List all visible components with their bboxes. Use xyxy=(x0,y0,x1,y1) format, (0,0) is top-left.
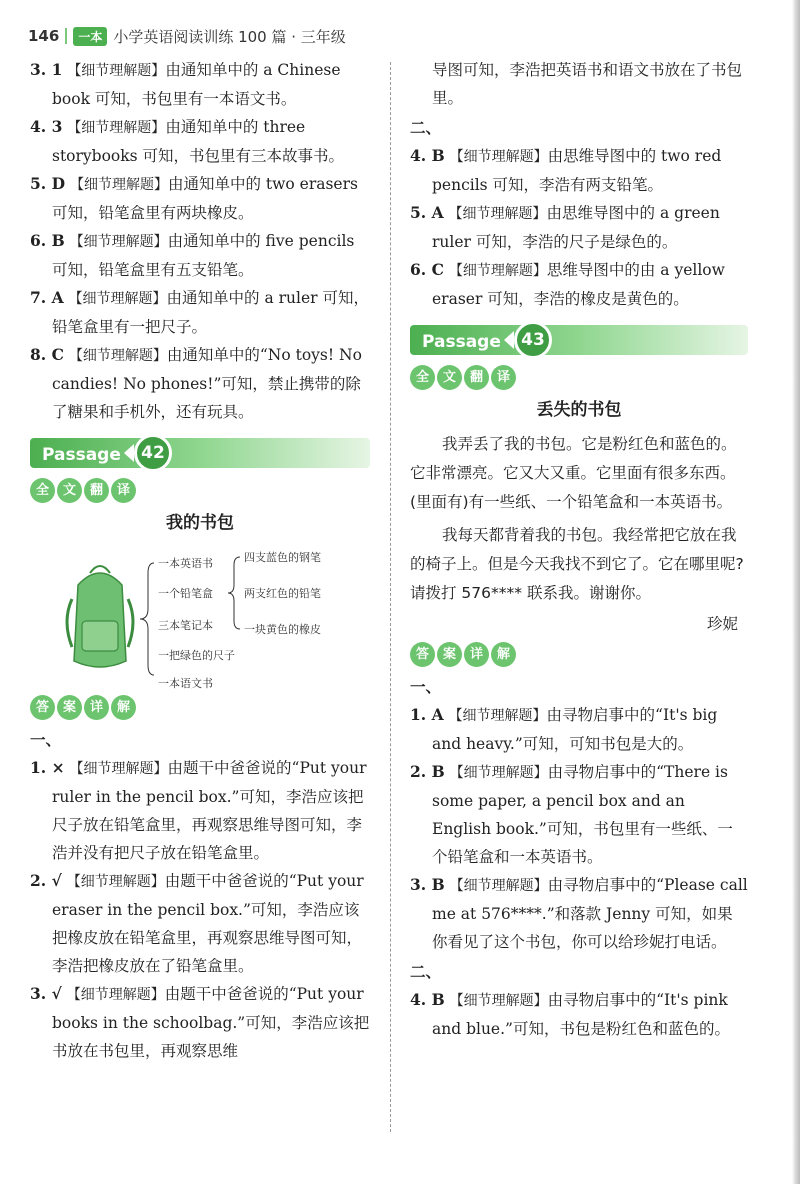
answer-continuation: 导图可知，李浩把英语书和语文书放在了书包里。 xyxy=(432,61,743,107)
mindmap-branch: 一本语文书 xyxy=(158,677,213,690)
answer-item: 2. B 【细节理解题】由寻物启事中的“There is some paper, a pencil box and an English book.”可知，书包里有一些纸、一个铅笔盒和一本英语书。 xyxy=(410,762,733,866)
answer-item: 7. A 【细节理解题】由通知单中的 a ruler 可知，铅笔盒里有一把尺子。 xyxy=(30,288,370,336)
passage-banner xyxy=(30,434,370,472)
column-divider xyxy=(390,62,391,1132)
passage-banner xyxy=(410,321,748,359)
answer-item: 3. √ 【细节理解题】由题干中爸爸说的“Put your books in the schoolbag.”可知，李浩应该把书放在书包里，再观察思维 xyxy=(30,984,370,1060)
mindmap-sub: 四支蓝色的钢笔 xyxy=(244,551,321,564)
section-heading: 二、 xyxy=(410,963,442,981)
answer-list xyxy=(410,142,748,313)
mindmap-sub: 一块黄色的橡皮 xyxy=(244,623,321,636)
book-title: 小学英语阅读训练 100 篇 · 三年级 xyxy=(113,27,346,46)
brand-logo: 一本 xyxy=(73,27,107,46)
mind-map xyxy=(30,543,370,691)
right-column xyxy=(410,56,748,1043)
answer-item: 3. B 【细节理解题】由寻物启事中的“Please call me at 576****.”和落款 Jenny 可知，如果你看见了这个书包，你可以给珍妮打电话。 xyxy=(410,875,748,951)
header-divider xyxy=(65,28,67,44)
answer-list xyxy=(30,56,370,426)
answers-label: 答 案 详 解 xyxy=(30,695,370,720)
section-heading: 一、 xyxy=(30,731,62,749)
story-paragraph: 我每天都背着我的书包。我经常把它放在我的椅子上。但是今天我找不到它了。它在哪里呢? 请拨打 576**** 联系我。谢谢你。 xyxy=(410,526,744,602)
answer-item: 8. C 【细节理解题】由通知单中的“No toys! No candies! No phones!”可知，禁止携带的除了糖果和手机外，还有玩具。 xyxy=(30,345,362,421)
section-heading: 二、 xyxy=(410,119,442,137)
story-title: 丢失的书包 xyxy=(536,400,622,420)
answer-item: 6. B 【细节理解题】由通知单中的 five pencils 可知，铅笔盒里有五支铅笔。 xyxy=(30,231,355,279)
mindmap-branch: 三本笔记本 xyxy=(158,619,213,632)
answer-list xyxy=(410,986,748,1043)
signature: 珍妮 xyxy=(706,615,738,633)
answer-item: 4. B 【细节理解题】由思维导图中的 two red pencils 可知，李浩有两支铅笔。 xyxy=(410,146,722,194)
mindmap-branch: 一本英语书 xyxy=(158,557,213,570)
chevron-icon xyxy=(504,331,514,349)
answer-item: 5. D 【细节理解题】由通知单中的 two erasers 可知，铅笔盒里有两块橡皮。 xyxy=(30,174,358,222)
mindmap-branch: 一把绿色的尺子 xyxy=(158,649,235,662)
mindmap-sub: 两支红色的铅笔 xyxy=(244,587,321,600)
answer-item: 1. A 【细节理解题】由寻物启事中的“It's big and heavy.”可知，可知书包是大的。 xyxy=(410,705,718,753)
answer-item: 5. A 【细节理解题】由思维导图中的 a green ruler 可知，李浩的尺子是绿色的。 xyxy=(410,203,720,251)
left-column xyxy=(30,56,370,1065)
mindmap-branch: 一个铅笔盒 xyxy=(158,587,213,600)
answers-label: 答 案 详 解 xyxy=(410,642,748,667)
answer-item: 1. × 【细节理解题】由题干中爸爸说的“Put your ruler in the pencil box.”可知，李浩应该把尺子放在铅笔盒里，再观察思维导图可知，李浩并没有把尺子放在铅笔盒里。 xyxy=(30,758,367,862)
passage-number: 43 xyxy=(514,321,552,359)
answer-item: 3. 1 【细节理解题】由通知单中的 a Chinese book 可知，书包里有一本语文书。 xyxy=(30,60,341,108)
translation-label: 全 文 翻 译 xyxy=(410,365,748,390)
backpack-icon xyxy=(67,566,133,667)
page-header xyxy=(28,24,346,48)
answer-list xyxy=(30,754,370,1065)
page-edge xyxy=(792,0,800,1184)
section-heading: 一、 xyxy=(410,678,442,696)
story-title: 我的书包 xyxy=(166,513,234,533)
page-number: 146 xyxy=(28,27,60,45)
translation-label: 全 文 翻 译 xyxy=(30,478,370,503)
passage-word: Passage xyxy=(422,332,501,352)
answer-item: 6. C 【细节理解题】思维导图中的由 a yellow eraser 可知，李浩的橡皮是黄色的。 xyxy=(410,260,725,308)
answer-item: 2. √ 【细节理解题】由题干中爸爸说的“Put your eraser in the pencil box.”可知，李浩应该把橡皮放在铅笔盒里，再观察思维导图可知，李浩把橡皮放在了铅笔盒里。 xyxy=(30,871,364,975)
chevron-icon xyxy=(124,444,134,462)
story-paragraph: 我弄丢了我的书包。它是粉红色和蓝色的。它非常漂亮。它又大又重。它里面有很多东西。(里面有)有一些纸、一个铅笔盒和一本英语书。 xyxy=(410,435,737,511)
answer-item: 4. 3 【细节理解题】由通知单中的 three storybooks 可知，书包里有三本故事书。 xyxy=(30,117,345,165)
answer-list xyxy=(410,701,748,956)
passage-word: Passage xyxy=(42,445,121,465)
answer-item: 4. B 【细节理解题】由寻物启事中的“It's pink and blue.”可知，书包是粉红色和蓝色的。 xyxy=(410,990,730,1038)
passage-number: 42 xyxy=(134,434,172,472)
